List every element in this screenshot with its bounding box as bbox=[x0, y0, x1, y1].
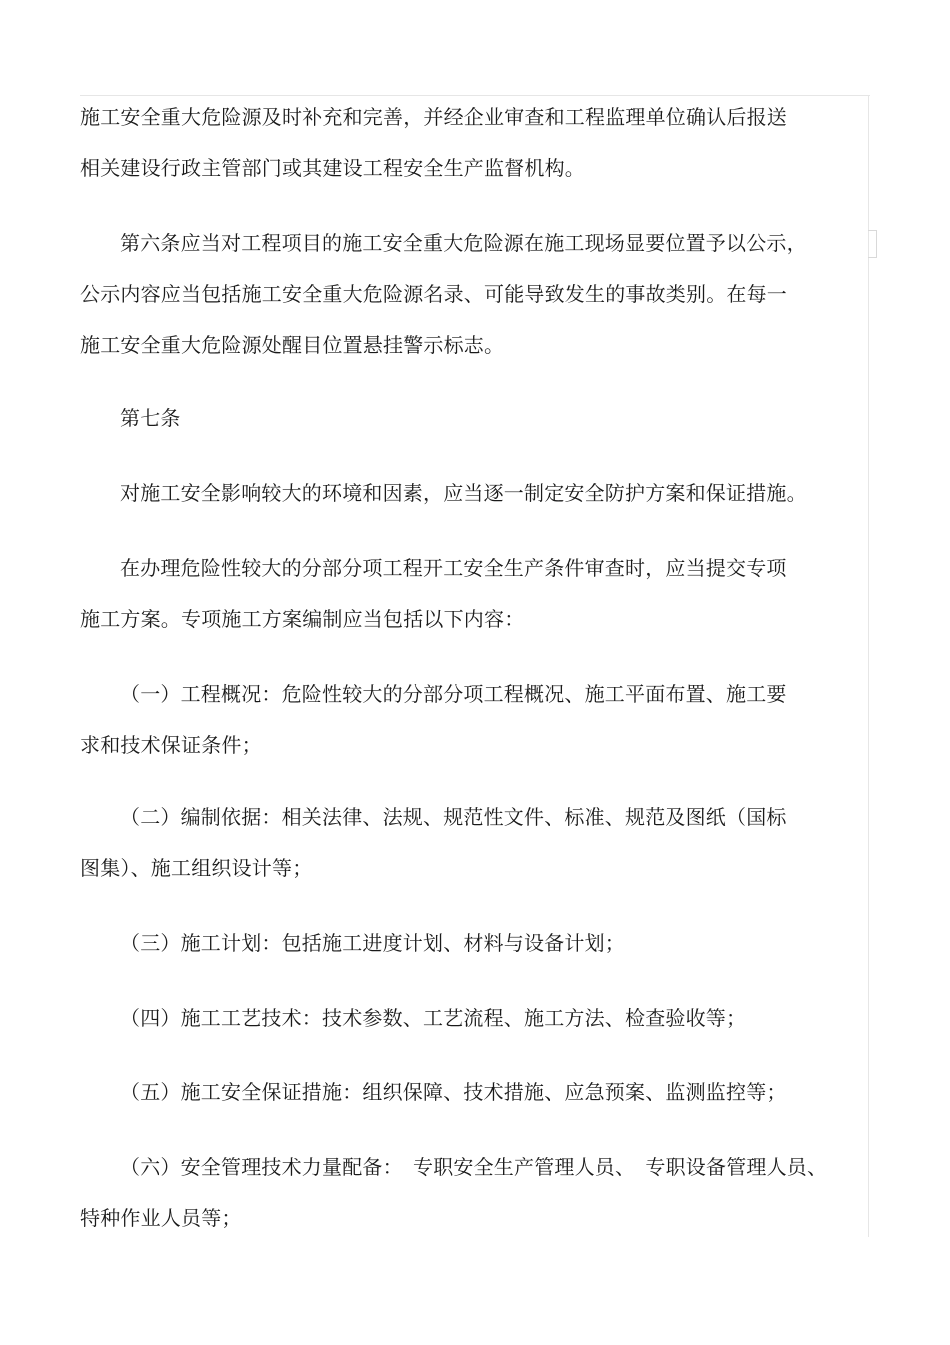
article-seven-heading: 第七条 bbox=[120, 406, 181, 430]
page-right-border bbox=[868, 95, 869, 1237]
list-item-5: （五）施工安全保证措施：组织保障、技术措施、应急预案、监测监控等； bbox=[120, 1080, 787, 1104]
list-item-6-cont: 特种作业人员等； bbox=[80, 1206, 242, 1230]
article-six-line: 第六条应当对工程项目的施工安全重大危险源在施工现场显要位置予以公示， bbox=[120, 231, 807, 255]
list-item-1: （一）工程概况：危险性较大的分部分项工程概况、施工平面布置、施工要 bbox=[120, 682, 787, 706]
paragraph-line: 施工方案。专项施工方案编制应当包括以下内容： bbox=[80, 607, 525, 631]
list-item-2-cont: 图集）、施工组织设计等； bbox=[80, 856, 313, 880]
list-item-1-cont: 求和技术保证条件； bbox=[80, 733, 262, 757]
list-item-3: （三）施工计划：包括施工进度计划、材料与设备计划； bbox=[120, 931, 625, 955]
paragraph-line: 施工安全重大危险源及时补充和完善，并经企业审查和工程监理单位确认后报送 bbox=[80, 105, 787, 129]
paragraph-line: 施工安全重大危险源处醒目位置悬挂警示标志。 bbox=[80, 333, 505, 357]
paragraph-line: 对施工安全影响较大的环境和因素，应当逐一制定安全防护方案和保证措施。 bbox=[120, 481, 807, 505]
page-top-border bbox=[80, 95, 870, 96]
list-item-4: （四）施工工艺技术：技术参数、工艺流程、施工方法、检查验收等； bbox=[120, 1006, 747, 1030]
list-item-6: （六）安全管理技术力量配备： 专职安全生产管理人员、 专职设备管理人员、 bbox=[120, 1155, 828, 1179]
list-item-2: （二）编制依据：相关法律、法规、规范性文件、标准、规范及图纸（国标 bbox=[120, 805, 787, 829]
paragraph-line: 在办理危险性较大的分部分项工程开工安全生产条件审查时，应当提交专项 bbox=[120, 556, 787, 580]
margin-marker bbox=[868, 230, 877, 258]
paragraph-line: 相关建设行政主管部门或其建设工程安全生产监督机构。 bbox=[80, 156, 585, 180]
paragraph-line: 公示内容应当包括施工安全重大危险源名录、可能导致发生的事故类别。在每一 bbox=[80, 282, 787, 306]
